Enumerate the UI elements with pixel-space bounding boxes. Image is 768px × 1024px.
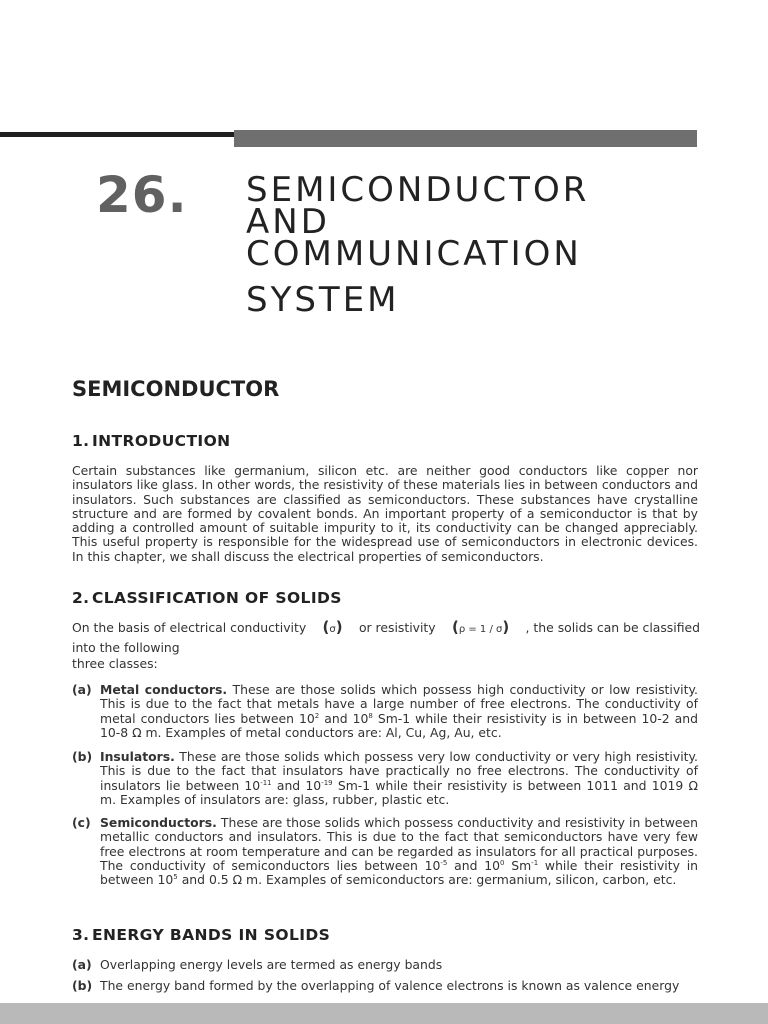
intro-line-3: three classes: — [72, 656, 158, 671]
header-rule-dark — [0, 132, 234, 137]
list-marker: (b) — [72, 978, 93, 993]
item-lead: Semiconductors. — [100, 815, 217, 830]
heading-introduction — [72, 432, 231, 450]
list-marker: (a) — [72, 682, 92, 697]
item-lead: Metal — [100, 682, 140, 697]
resistivity-symbol: (ρ = 1 / σ) — [451, 618, 510, 636]
omega-symbol: Ω — [688, 777, 698, 793]
omega-symbol: Ω — [132, 724, 142, 740]
chapter-title-line-2: AND — [246, 202, 330, 242]
list-marker: (b) — [72, 749, 93, 764]
heading-text: ENERGY BANDS IN SOLIDS — [92, 926, 331, 944]
chapter-title — [246, 170, 696, 320]
heading-number: 2. — [72, 589, 90, 607]
list-marker: (a) — [72, 957, 92, 972]
chapter-title-line-1: SEMICONDUCTOR — [246, 170, 590, 210]
list-marker: (c) — [72, 815, 91, 830]
footer-bar — [0, 1003, 768, 1024]
header-rule-gray — [234, 130, 697, 147]
intro-part-3: , the solids can be classified — [525, 620, 700, 635]
heading-text: CLASSIFICATION OF SOLIDS — [92, 589, 342, 607]
introduction-paragraph: Certain substances like germanium, silicon etc. are neither good conductors like copper nor insulators like glass. In other words, the resistivity of these materials lies in between conductors and insulators. Such substances are classified as semiconductors. These substances have crystalline structure and are formed by covalent bonds. An important property of a semiconductor is that by adding a controlled amount of suitable impurity to it, its conductivity can be changed appreciably. This useful property is responsible for the widespread use of semiconductors in electronic devices. In this chapter, we shall discuss the electrical properties of semiconductors. — [72, 463, 698, 564]
heading-classification — [72, 589, 342, 607]
item-text: The energy band formed by the overlapping of valence electrons is known as valence energy — [100, 978, 680, 993]
list-item-semiconductors: (c) Semiconductors. These are those solids which possess conductivity and resistivity in between metallic conductors and insulators. This is due to the fact that semiconductors have very few free electrons at room temperature and can be regarded as insulators for all practical purposes. The conductivity of semiconductors lies between $10^{-5}$ and $10^0$ $Sm^{-1}$ while their resistivity in between $10^5$ and 0.5 Ω m. Examples of semiconductors are: germanium, silicon, carbon, etc. — [72, 815, 698, 888]
intro-part-2: or resistivity — [358, 620, 436, 635]
chapter-number: 26. — [96, 166, 188, 224]
chapter-title-line-3: COMMUNICATION — [246, 234, 582, 274]
heading-text: INTRODUCTION — [92, 432, 231, 450]
section-title: SEMICONDUCTOR — [72, 377, 280, 401]
list-item-energy-bands-b — [72, 979, 698, 993]
heading-number: 1. — [72, 432, 90, 450]
conductivity-symbol: (σ) — [322, 618, 343, 636]
list-item-insulators: (b) Insulators. These are those solids which possess very low conductivity or very high resistivity. This is due to the fact that insulators have practically no free electrons. The conductivity of insulators lie between $10^{-11}$ and $10^{-19}$ Sm-1 while their resistivity is between 1011 and 1019 Ω m. Examples of insulators are: glass, rubber, plastic etc. — [72, 749, 698, 807]
item-lead: Insulators. — [100, 749, 175, 764]
list-item-metal-conductors: (a) Metal conductors. These are those solids which possess high conductivity or low resistivity. This is due to the fact that metals have a large number of free electrons. The conductivity of metal conductors lies between $10^2$ and $10^8$ Sm-1 while their resistivity is in between 10-2 and 10-8 Ω m. Examples of metal conductors are: Al, Cu, Ag, Au, etc. — [72, 682, 698, 740]
list-item-energy-bands-a — [72, 958, 698, 972]
item-text: Overlapping energy levels are termed as energy bands — [100, 957, 443, 972]
chapter-title-line-4: SYSTEM — [246, 280, 400, 320]
heading-energy-bands — [72, 926, 330, 944]
intro-line-2: into the following — [72, 640, 180, 655]
intro-part-1: On the basis of electrical conductivity — [72, 620, 307, 635]
classification-intro — [72, 620, 700, 671]
item-lead-2: conductors. — [144, 682, 228, 697]
heading-number: 3. — [72, 926, 90, 944]
